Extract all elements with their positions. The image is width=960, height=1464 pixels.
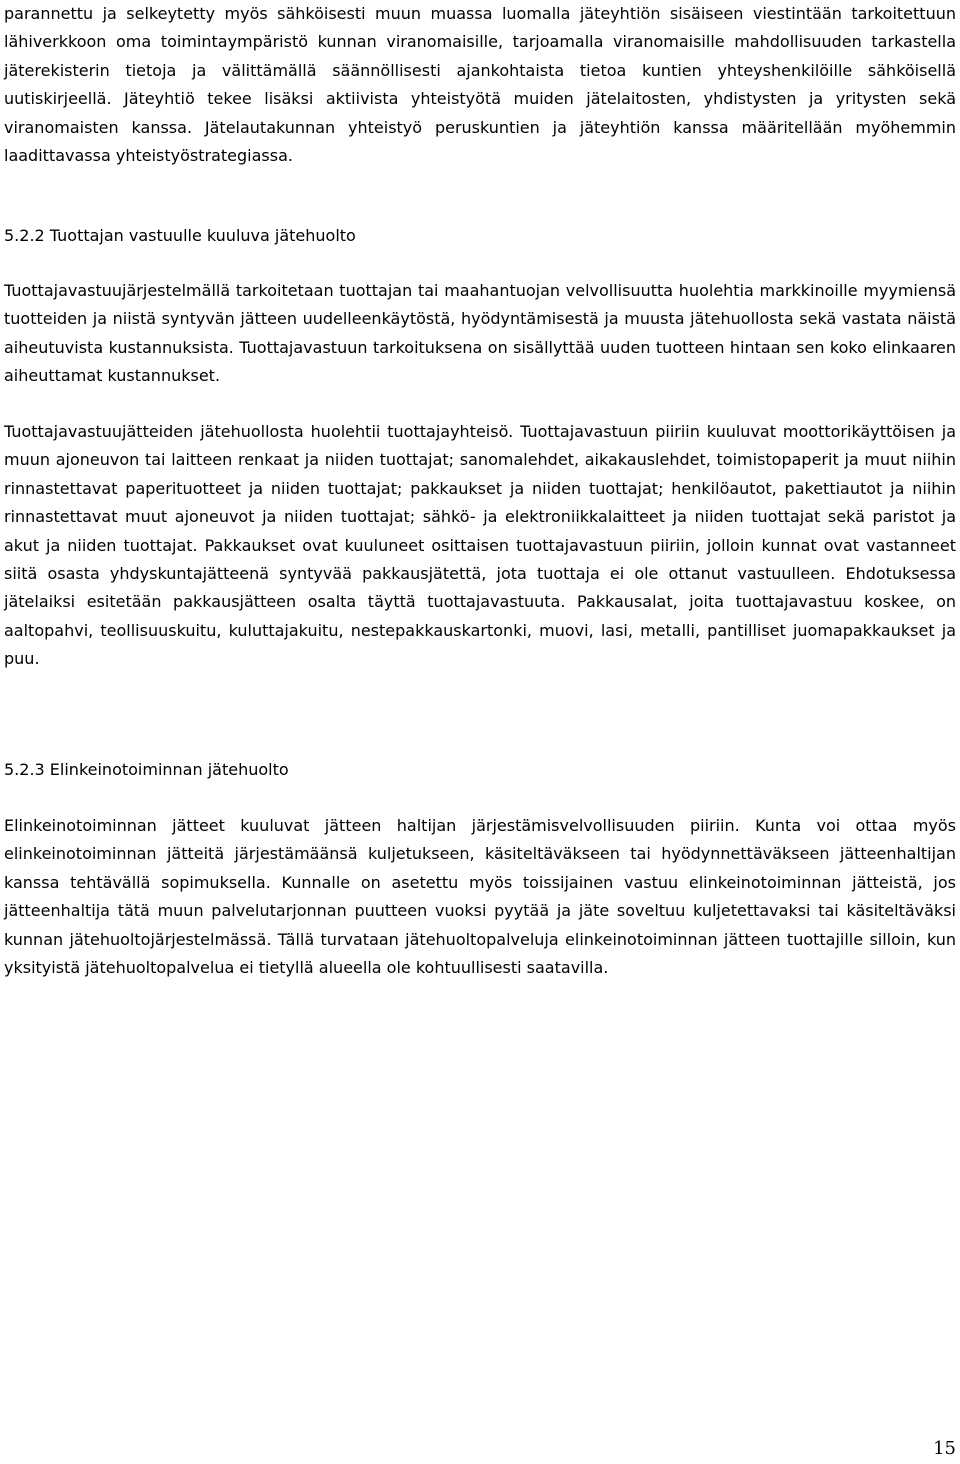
producer-responsibility-paragraph: Tuottajavastuujärjestelmällä tarkoitetaan tuottajan tai maahantuojan velvollisuutta huolehtia markkinoille myymiensä tuotteiden ja niistä syntyvän jätteen uudelleenkäytöstä, hyödyntämisestä ja muusta jätehuollosta sekä vastata näistä aiheutuvista kustannuksista. Tuottajavastuun tarkoituksena on sisällyttää uuden tuotteen hintaan sen koko elinkaaren aiheuttamat kustannukset.: [4, 281, 956, 386]
producer-community-paragraph: Tuottajavastuujätteiden jätehuollosta huolehtii tuottajayhteisö. Tuottajavastuun piiriin kuuluvat moottorikäyttöisen ja muun ajoneuvon tai laitteen renkaat ja niiden tuottajat; sanomalehdet, aikakauslehdet, toimistopaperit ja muut niihin rinnastettavat paperituotteet ja niiden tuottajat; pakkaukset ja niiden tuottajat; henkilöautot, pakettiautot ja niihin rinnastettavat muut ajoneuvot ja niiden tuottajat; sähkö- ja elektroniikkalaitteet ja niiden tuottajat sekä paristot ja akut ja niiden tuottajat. Pakkaukset ovat kuuluneet osittaisen tuottajavastuun piiriin, jolloin kunnat ovat vastanneet siitä osasta yhdyskuntajätteenä syntyvää pakkausjätettä, jota tuottaja ei ole ottanut vastuulleen. Ehdotuksessa jätelaiksi esitetään pakkausjätteen osalta täyttä tuottajavastuuta. Pakkausalat, joita tuottajavastuu koskee, on aaltopahvi, teollisuuskuitu, kuluttajakuitu, nestepakkauskartonki, muovi, lasi, metalli, pantilliset juomapakkaukset ja puu.: [4, 422, 956, 669]
section-heading-5-2-3: 5.2.3 Elinkeinotoiminnan jätehuolto: [4, 760, 289, 779]
intro-paragraph: parannettu ja selkeytetty myös sähköisesti muun muassa luomalla jäteyhtiön sisäiseen viestintään tarkoitettuun lähiverkkoon oma toimintaympäristö kunnan viranomaisille, tarjoamalla viranomaisille mahdollisuuden tarkastella jäterekisterin tietoja ja välittämällä säännöllisesti ajankohtaista tietoa kuntien yhteyshenkilöille sähköisellä uutiskirjeellä. Jäteyhtiö tekee lisäksi aktiivista yhteistyötä muiden jätelaitosten, yhdistysten ja yritysten sekä viranomaisten kanssa. Jätelautakunnan yhteistyö peruskuntien ja jäteyhtiön kanssa määritellään myöhemmin laadittavassa yhteistyöstrategiassa.: [4, 4, 956, 166]
section-heading-5-2-2: 5.2.2 Tuottajan vastuulle kuuluva jätehuolto: [4, 226, 356, 245]
business-waste-paragraph: Elinkeinotoiminnan jätteet kuuluvat jätteen haltijan järjestämisvelvollisuuden piiriin. Kunta voi ottaa myös elinkeinotoiminnan jätteitä järjestämäänsä kuljetukseen, käsiteltäväkseen tai hyödynnettäväkseen jätteenhaltijan kanssa tehtävällä sopimuksella. Kunnalle on asetettu myös toissijainen vastuu elinkeinotoiminnan jätteistä, jos jätteenhaltija tätä muun palvelutarjonnan puutteen vuoksi pyytää ja jäte soveltuu kuljetettavaksi tai käsiteltäväksi kunnan jätehuoltojärjestelmässä. Tällä turvataan jätehuoltopalveluja elinkeinotoiminnan jätteen tuottajille silloin, kun yksityistä jätehuoltopalvelua ei tietyllä alueella ole kohtuullisesti saatavilla.: [4, 816, 956, 978]
page-number: 15: [933, 1438, 956, 1459]
